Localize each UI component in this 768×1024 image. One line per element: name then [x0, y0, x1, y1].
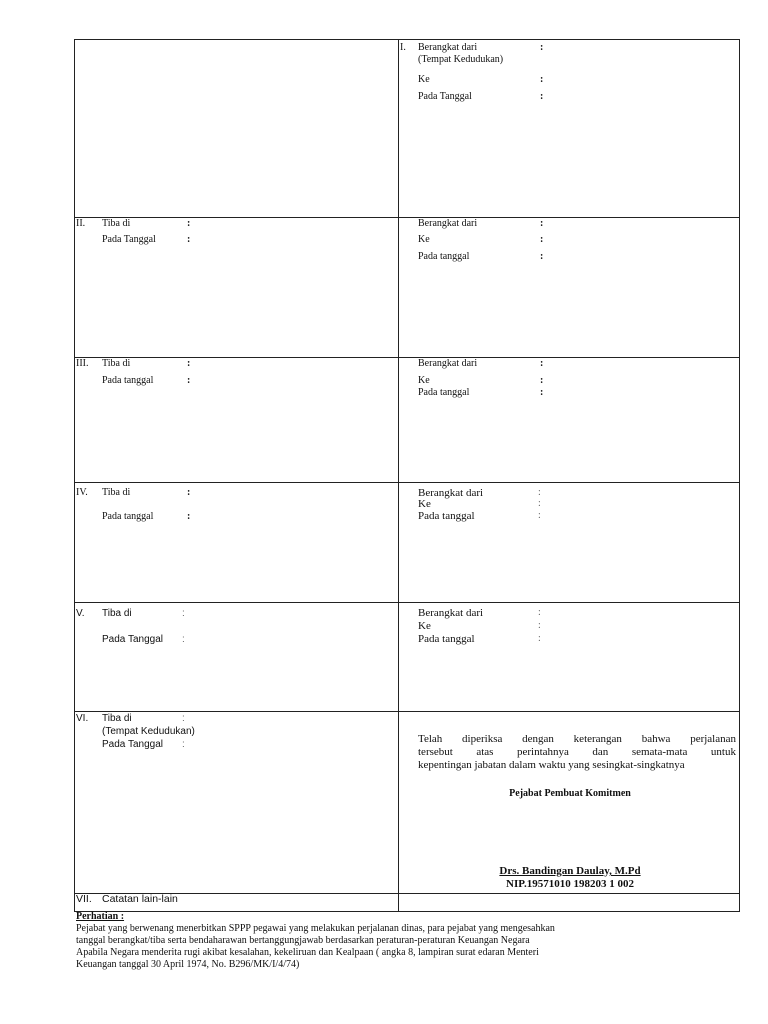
section-3-arrive-date-label: Pada tanggal	[102, 375, 154, 386]
section-3-numeral: III.	[76, 358, 89, 369]
section-6-numeral: VI.	[76, 713, 89, 724]
section-5-depart-colon: :	[538, 607, 541, 618]
section-1-depart-label: Berangkat dari	[418, 42, 478, 53]
approval-statement	[418, 733, 736, 772]
section-4-to-label: Ke	[418, 498, 431, 510]
column-divider	[398, 39, 399, 912]
section-2-to-colon: :	[540, 234, 544, 245]
section-5-depart-date-label: Pada tanggal	[418, 633, 475, 645]
section-3-to-label: Ke	[418, 375, 430, 386]
section-4-depart-colon: :	[538, 487, 541, 498]
section-3-arrive-label: Tiba di	[102, 358, 131, 369]
section-4-numeral: IV.	[76, 487, 88, 498]
section-4-depart-label: Berangkat dari	[418, 487, 484, 499]
section-1-date-label: Pada Tanggal	[418, 91, 472, 102]
section-4-arrive-date-colon: :	[187, 511, 191, 522]
approval-statement-line-2: tersebut atas perintahnya dan semata-mata untuk	[418, 746, 736, 758]
section-3-depart-date-label: Pada tanggal	[418, 387, 470, 398]
section-5-arrive-label: Tiba di	[102, 608, 132, 619]
section-4-arrive-date-label: Pada tanggal	[102, 511, 154, 522]
section-6-arrive-date-colon: :	[182, 739, 185, 750]
form-frame	[74, 39, 740, 912]
section-2-depart-colon: :	[540, 218, 544, 229]
section-3-to-colon: :	[540, 375, 544, 386]
official-name: Drs. Bandingan Daulay, M.Pd	[499, 865, 641, 877]
section-1-depart-colon: :	[540, 42, 544, 53]
section-4-depart-date-label: Pada tanggal	[418, 510, 475, 522]
section-4-arrive-label: Tiba di	[102, 487, 131, 498]
section-4-to-colon: :	[538, 498, 541, 509]
section-2-arrive-date-label: Pada Tanggal	[102, 234, 156, 245]
section-6-arrive-sub: (Tempat Kedudukan)	[102, 726, 195, 737]
section-5-to-colon: :	[538, 620, 541, 631]
section-5-arrive-colon: :	[182, 608, 185, 619]
section-2-to-label: Ke	[418, 234, 430, 245]
notes-body	[76, 923, 736, 971]
section-2-numeral: II.	[76, 218, 86, 229]
official-title: Pejabat Pembuat Komitmen	[509, 788, 631, 799]
row-divider-3	[74, 482, 740, 483]
official-nip: NIP.19571010 198203 1 002	[506, 878, 634, 890]
section-3-arrive-colon: :	[187, 358, 191, 369]
approval-statement-line-1: Telah diperiksa dengan keterangan bahwa perjalanan	[418, 733, 736, 745]
section-6-arrive-colon: :	[182, 713, 185, 724]
section-4-arrive-colon: :	[187, 487, 191, 498]
section-3-depart-date-colon: :	[540, 387, 544, 398]
notes-line-1: Pejabat yang berwenang menerbitkan SPPP pegawai yang melakukan perjalanan dinas, para pejabat yang mengesahkan	[76, 923, 555, 934]
section-1-numeral: I.	[400, 42, 406, 53]
section-3-depart-label: Berangkat dari	[418, 358, 478, 369]
section-7-numeral: VII.	[76, 893, 92, 905]
section-5-arrive-date-label: Pada Tanggal	[102, 634, 163, 645]
section-5-depart-date-colon: :	[538, 633, 541, 644]
section-6-arrive-label: Tiba di	[102, 713, 132, 724]
notes-line-3: Apabila Negara menderita rugi akibat kesalahan, kekeliruan dan Kealpaan ( angka 8, lampiran surat edaran Menteri	[76, 947, 539, 958]
notes-line-2: tanggal berangkat/tiba serta bendaharawan bertanggungjawab berdasarkan peraturan-peraturan Keuangan Negara	[76, 935, 530, 946]
section-2-arrive-colon: :	[187, 218, 191, 229]
row-divider-1	[74, 217, 740, 218]
section-7-label: Catatan lain-lain	[102, 893, 178, 905]
section-6-arrive-date-label: Pada Tanggal	[102, 739, 163, 750]
notes-line-4: Keuangan tanggal 30 April 1974, No. B296/MK/I/4/74)	[76, 959, 300, 970]
approval-statement-line-3: kepentingan jabatan dalam waktu yang sesingkat-singkatnya	[418, 759, 685, 771]
section-5-depart-label: Berangkat dari	[418, 607, 484, 619]
section-5-to-label: Ke	[418, 620, 431, 632]
row-divider-5	[74, 711, 740, 712]
section-5-arrive-date-colon: :	[182, 634, 185, 645]
section-2-arrive-label: Tiba di	[102, 218, 131, 229]
section-2-arrive-date-colon: :	[187, 234, 191, 245]
row-divider-2	[74, 357, 740, 358]
row-divider-4	[74, 602, 740, 603]
section-1-date-colon: :	[540, 91, 544, 102]
section-5-numeral: V.	[76, 608, 85, 619]
section-2-depart-label: Berangkat dari	[418, 218, 478, 229]
section-1-to-label: Ke	[418, 74, 430, 85]
section-4-depart-date-colon: :	[538, 510, 541, 521]
section-3-depart-colon: :	[540, 358, 544, 369]
section-2-depart-date-label: Pada tanggal	[418, 251, 470, 262]
notes-title: Perhatian :	[76, 911, 125, 922]
section-1-to-colon: :	[540, 74, 544, 85]
section-2-depart-date-colon: :	[540, 251, 544, 262]
section-1-depart-sub: (Tempat Kedudukan)	[418, 54, 504, 65]
section-3-arrive-date-colon: :	[187, 375, 191, 386]
